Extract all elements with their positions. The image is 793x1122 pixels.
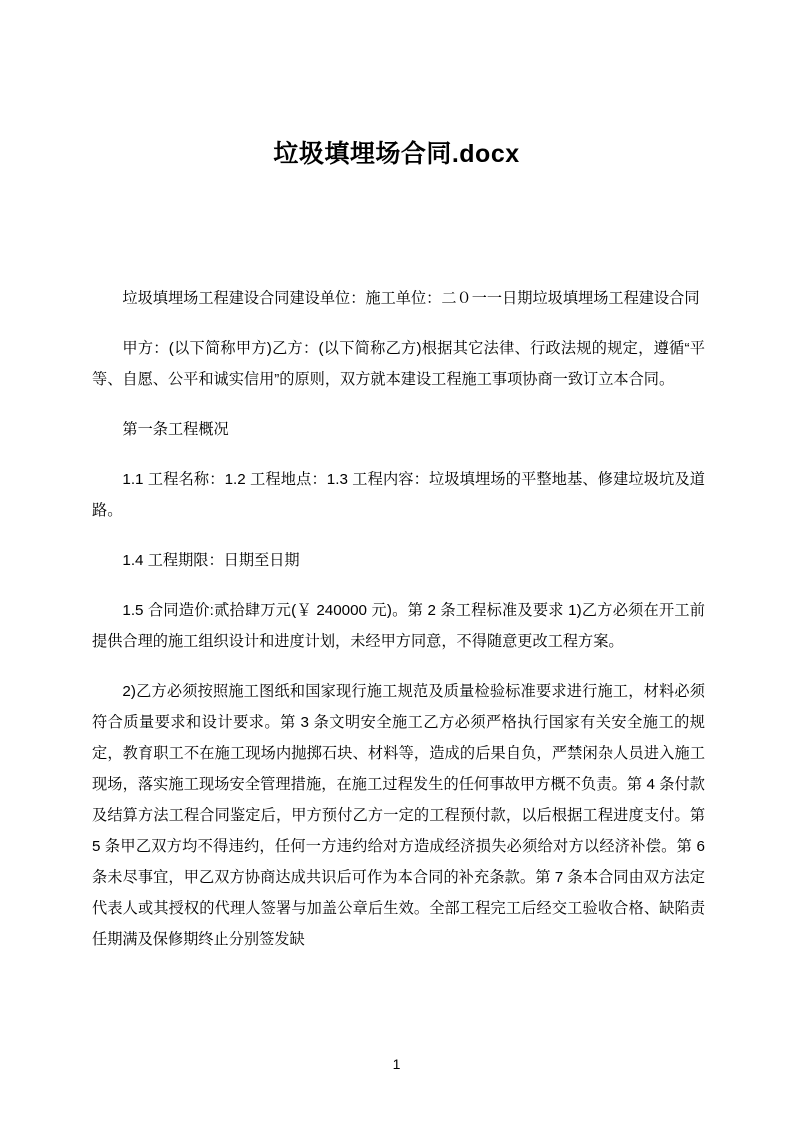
paragraph: 垃圾填埋场工程建设合同建设单位：施工单位：二０一一日期垃圾填埋场工程建设合同	[122, 290, 700, 307]
page-number: 1	[392, 1056, 401, 1072]
document-body	[92, 283, 705, 974]
paragraph: 甲方：(以下简称甲方)乙方：(以下简称乙方)根据其它法律、行政法规的规定，遵循“平等、自愿、公平和诚实信用”的原则，双方就本建设工程施工事项协商一致订立本合同。	[92, 340, 705, 388]
section-heading-article-1: 第一条工程概况	[122, 421, 229, 438]
page-title: 垃圾填埋场合同.docx	[273, 140, 520, 168]
paragraph: 2)乙方必须按照施工图纸和国家现行施工规范及质量检验标准要求进行施工，材料必须符合质量要求和设计要求。第 3 条文明安全施工乙方必须严格执行国家有关安全施工的规定，教育职工不在施工现场内抛掷石块、材料等，造成的后果自负，严禁闲杂人员进入施工现场，落实施工现场安全管理措施，在施工过程发生的任何事故甲方概不负责。第 4 条付款及结算方法工程合同鉴定后，甲方预付乙方一定的工程预付款，以后根据工程进度支付。第 5 条甲乙双方均不得违约，任何一方违约给对方造成经济损失必须给对方以经济补偿。第 6 条未尽事宜，甲乙双方协商达成共识后可作为本合同的补充条款。第 7 条本合同由双方法定代表人或其授权的代理人签署与加盖公章后生效。全部工程完工后经交工验收合格、缺陷责任期满及保修期终止分别签发缺	[92, 683, 705, 948]
paragraph: 1.4 工程期限：日期至日期	[122, 552, 300, 569]
paragraph: 1.1 工程名称：1.2 工程地点：1.3 工程内容：垃圾填埋场的平整地基、修建垃圾坑及道路。	[92, 471, 705, 519]
paragraph: 1.5 合同造价:贰拾肆万元(￥ 240000 元)。第 2 条工程标准及要求 1)乙方必须在开工前提供合理的施工组织设计和进度计划，未经甲方同意，不得随意更改工程方案。	[92, 602, 705, 650]
